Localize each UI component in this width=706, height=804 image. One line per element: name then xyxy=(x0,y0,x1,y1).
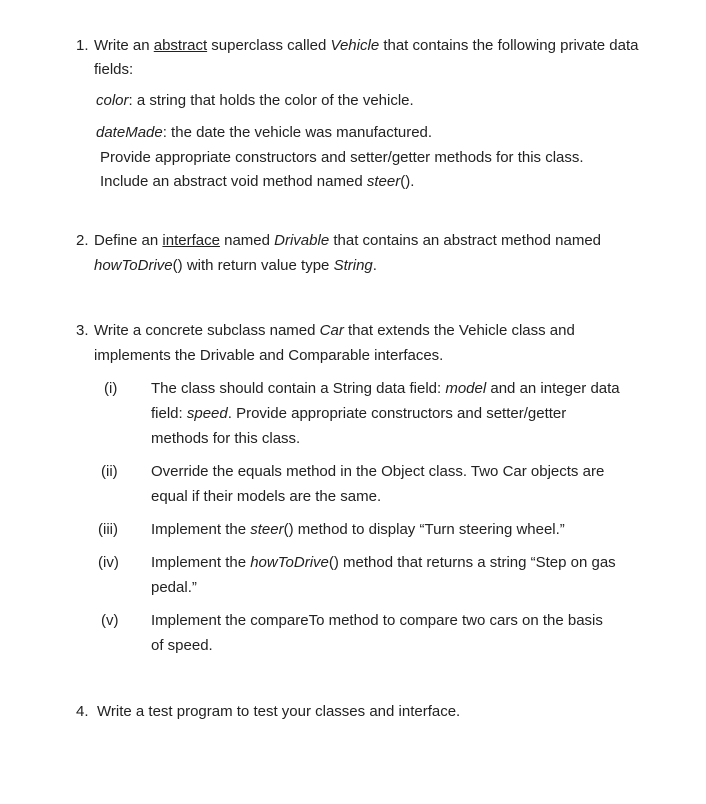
question-4-number: 4. xyxy=(76,703,89,720)
subitem-label: (ii) xyxy=(101,463,118,480)
vehicle-class-name: Vehicle xyxy=(330,37,380,54)
subitem-label: (iv) xyxy=(98,554,119,571)
abstract-keyword: abstract xyxy=(153,37,208,54)
question-2-number: 2. xyxy=(76,232,89,249)
question-1-line-1: Write an abstract superclass called Vehicle that contains the following private data xyxy=(94,37,639,54)
question-4-text: Write a test program to test your classes and interface. xyxy=(97,703,461,720)
question-3-line-1: Write a concrete subclass named Car that extends the Vehicle class and xyxy=(94,322,575,339)
question-2-line-1: Define an interface named Drivable that contains an abstract method named xyxy=(94,232,602,249)
question-3-number: 3. xyxy=(76,322,89,339)
question-2-line-2: howToDrive() with return value type String. xyxy=(94,257,377,274)
question-3-line-2: implements the Drivable and Comparable interfaces. xyxy=(94,347,444,364)
question-1-provide: Provide appropriate constructors and setter/getter methods for this class. xyxy=(100,149,584,166)
document-page: 1. Write an abstract superclass called Vehicle that contains the following private data fields: color: a string that holds the color of the vehicle. dateMade: the date the vehicle was manufactured. Provide appropriate constructors and setter/getter methods for this class. Include an abstract void method named steer(). 2. Define an interface named Drivable that contains an abstract method named howToDrive() with return value type String. 3. Write a concrete subclass named Car that extends the Vehicle class and implements the Drivable and Comparable interfaces. (i) The class should contain a String data field: model and an integer data field: speed. Provide appropriate constructors and setter/getter methods for this class. (ii) Override the equals method in the Object class. Two Car objects are equal if their models are the same. (iii) Implement the steer() method to display “Turn steering wheel.” (iv) Implement the howToDrive() method that returns a string “Step on gas pedal.” (v) Implement the compareTo method to compare two cars on the basis of speed. 4. Write a test program to test your classes and interface. xyxy=(0,0,706,804)
question-1-number: 1. xyxy=(76,37,89,54)
interface-keyword: interface xyxy=(162,232,220,249)
field-color: color: a string that holds the color of the vehicle. xyxy=(96,92,414,109)
subitem-label: (i) xyxy=(104,380,118,397)
subitem-label: (v) xyxy=(101,612,119,629)
field-datemade: dateMade: the date the vehicle was manufactured. xyxy=(96,124,433,141)
question-1-line-2: fields: xyxy=(94,61,134,78)
question-1-include: Include an abstract void method named steer(). xyxy=(100,173,415,190)
subitem-label: (iii) xyxy=(98,521,118,538)
